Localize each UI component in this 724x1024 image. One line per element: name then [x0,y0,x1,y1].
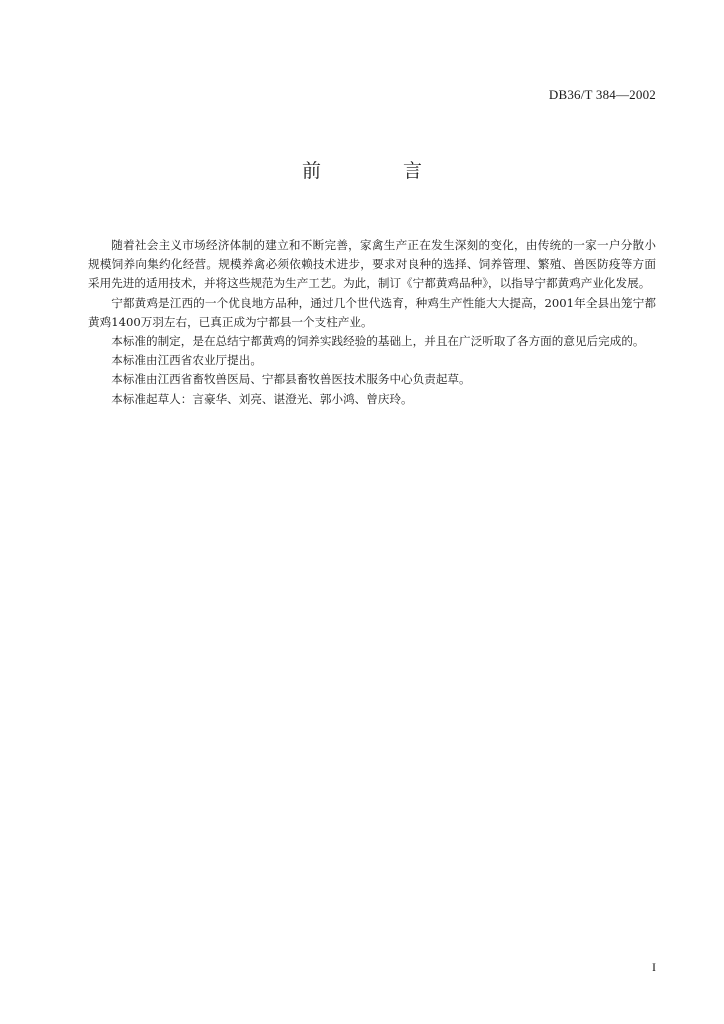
preface-body [88,236,656,409]
paragraph: 宁都黄鸡是江西的一个优良地方品种，通过几个世代选育，种鸡生产性能大大提高，2001年全县出笼宁都黄鸡1400万羽左右，已真正成为宁都县一个支柱产业。 [88,295,656,329]
paragraph: 随着社会主义市场经济体制的建立和不断完善，家禽生产正在发生深刻的变化，由传统的一家一户分散小规模饲养向集约化经营。规模养禽必须依赖技术进步，要求对良种的选择、饲养管理、繁殖、兽医防疫等方面采用先进的适用技术，并将这些规范为生产工艺。为此，制订《宁都黄鸡品种》，以指导宁都黄鸡产业化发展。 [88,238,656,291]
paragraph: 本标准的制定，是在总结宁都黄鸡的饲养实践经验的基础上，并且在广泛听取了各方面的意见后完成的。 [111,334,645,349]
paragraph: 本标准由江西省畜牧兽医局、宁都县畜牧兽医技术服务中心负责起草。 [111,372,471,387]
page-title: 前 言 [301,160,461,182]
page-number: I [652,960,656,974]
standard-code: DB36/T 384—2002 [548,87,656,102]
paragraph: 本标准由江西省农业厅提出。 [111,353,262,368]
paragraph: 本标准起草人：言豪华、刘亮、谌澄光、郭小鸿、曾庆玲。 [111,391,413,406]
